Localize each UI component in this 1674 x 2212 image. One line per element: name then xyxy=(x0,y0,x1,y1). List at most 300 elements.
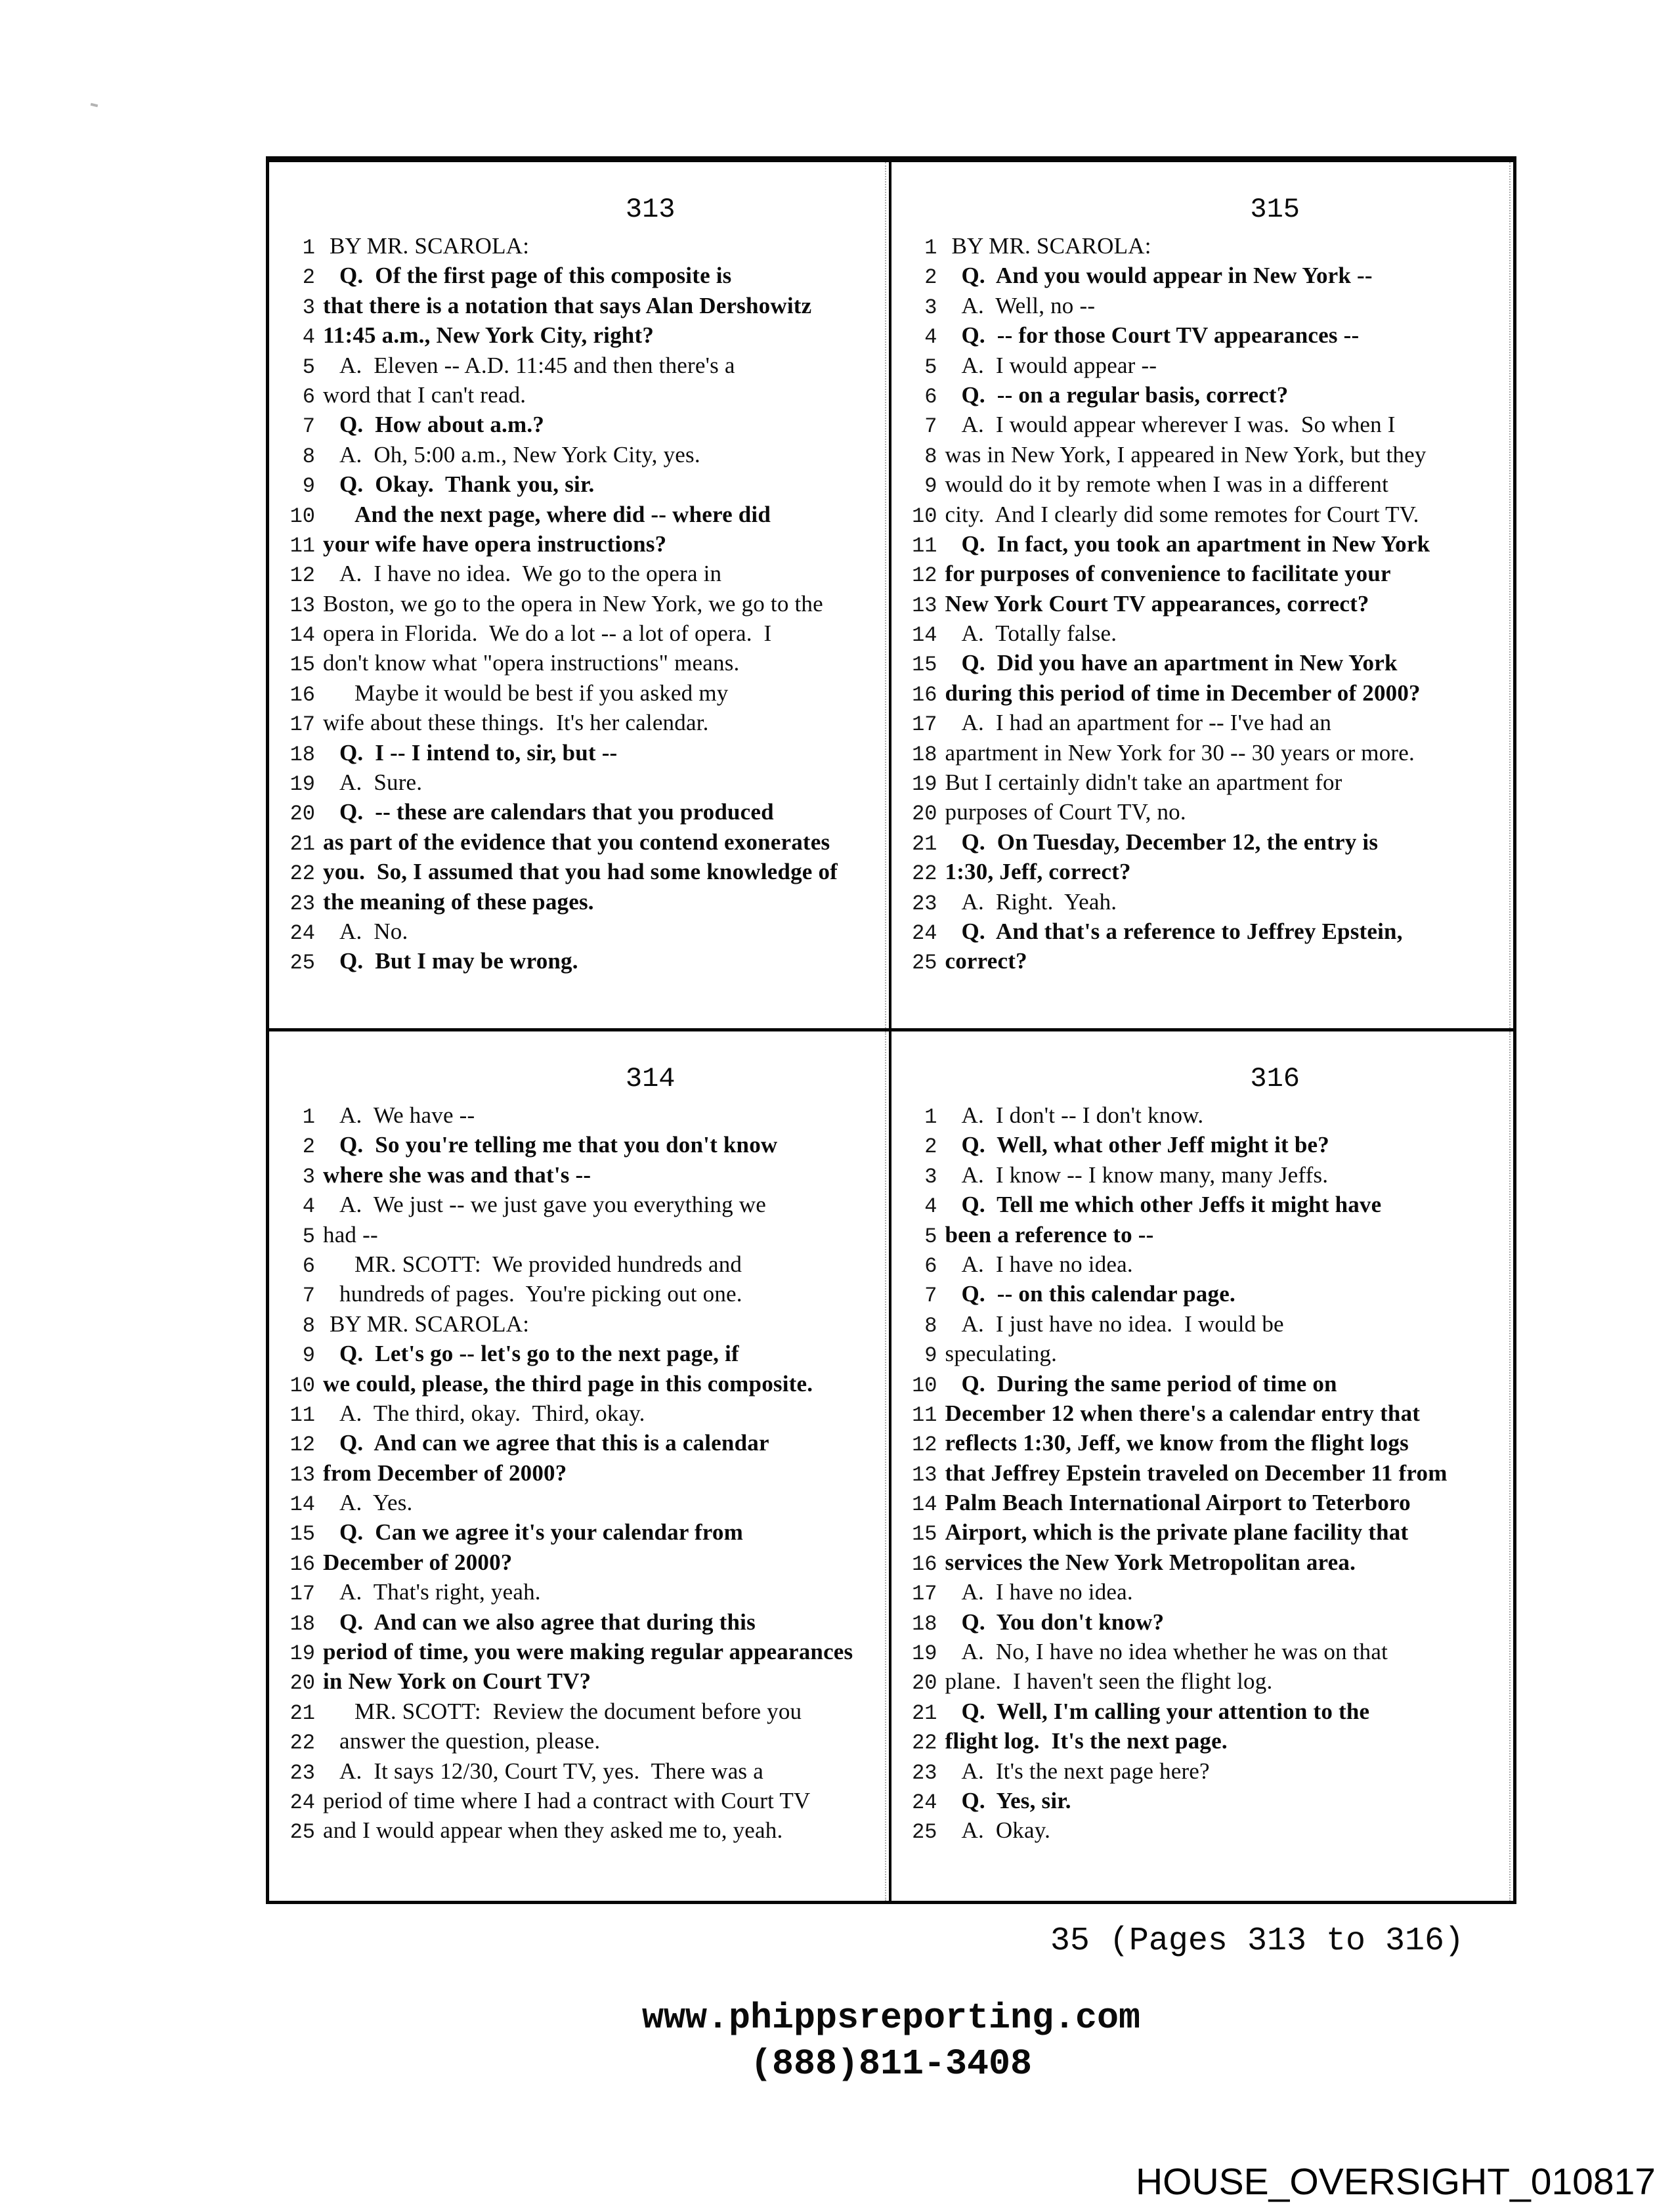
line-text: plane. I haven't seen the flight log. xyxy=(945,1668,1273,1695)
transcript-line xyxy=(891,1639,1514,1668)
transcript-line xyxy=(891,1519,1514,1549)
line-number: 14 xyxy=(290,1492,315,1517)
transcript-line xyxy=(891,740,1514,770)
line-number: 10 xyxy=(912,1373,937,1398)
line-text: A. We have -- xyxy=(339,1102,475,1128)
transcript-sheet xyxy=(266,156,1516,1904)
line-number: 10 xyxy=(912,504,937,529)
line-number: 24 xyxy=(912,1790,937,1815)
line-text: Q. -- on this calendar page. xyxy=(961,1281,1235,1307)
line-number: 18 xyxy=(912,1611,937,1636)
line-text: Q. So you're telling me that you don't know xyxy=(339,1132,778,1158)
line-text: But I certainly didn't take an apartment for xyxy=(945,770,1342,796)
line-text: had -- xyxy=(323,1221,378,1247)
transcript-line xyxy=(891,502,1514,531)
line-number: 5 xyxy=(302,1224,315,1249)
line-number: 24 xyxy=(290,921,315,945)
transcript-line xyxy=(269,322,889,352)
line-number: 16 xyxy=(290,682,315,707)
page-lines xyxy=(891,1102,1514,1848)
line-number: 8 xyxy=(924,444,937,469)
transcript-line xyxy=(269,1788,889,1817)
line-number: 19 xyxy=(290,1641,315,1666)
line-text: A. Okay. xyxy=(961,1817,1051,1844)
transcript-line xyxy=(891,382,1514,412)
transcript-line xyxy=(269,442,889,471)
line-number: 13 xyxy=(912,1462,937,1487)
line-text: Q. But I may be wrong. xyxy=(339,948,578,974)
line-number: 18 xyxy=(912,742,937,767)
line-text: wife about these things. It's her calendar. xyxy=(323,710,709,736)
line-number: 1 xyxy=(302,1105,315,1129)
line-text: And the next page, where did -- where did xyxy=(354,501,771,527)
line-text: A. I would appear wherever I was. So when I xyxy=(961,412,1396,438)
transcript-line xyxy=(269,561,889,590)
line-text: Maybe it would be best if you asked my xyxy=(354,680,729,706)
transcript-line xyxy=(269,591,889,620)
line-number: 2 xyxy=(924,265,937,290)
line-text: MR. SCOTT: We provided hundreds and xyxy=(354,1251,742,1277)
transcript-line xyxy=(891,233,1514,263)
line-number: 8 xyxy=(302,1313,315,1338)
transcript-line xyxy=(269,293,889,322)
line-text: A. Totally false. xyxy=(961,620,1117,647)
transcript-line xyxy=(891,471,1514,501)
line-number: 13 xyxy=(290,1462,315,1487)
line-text: in New York on Court TV? xyxy=(323,1668,591,1695)
transcript-line xyxy=(269,1251,889,1281)
line-number: 17 xyxy=(912,712,937,737)
transcript-line xyxy=(269,412,889,441)
transcript-line xyxy=(891,948,1514,978)
line-number: 21 xyxy=(912,831,937,856)
transcript-line xyxy=(269,770,889,799)
line-text: A. The third, okay. Third, okay. xyxy=(339,1400,645,1426)
transcript-line xyxy=(891,1609,1514,1639)
line-number: 16 xyxy=(912,682,937,707)
line-number: 9 xyxy=(302,474,315,499)
line-number: 2 xyxy=(302,1135,315,1160)
line-text: A. I have no idea. We go to the opera in xyxy=(339,561,722,587)
line-text: Q. Okay. Thank you, sir. xyxy=(339,471,595,498)
line-text: Q. Let's go -- let's go to the next page, if xyxy=(339,1341,739,1367)
line-number: 19 xyxy=(912,772,937,797)
transcript-line xyxy=(891,1102,1514,1132)
transcript-line xyxy=(891,353,1514,382)
line-text: A. Eleven -- A.D. 11:45 and then there's a xyxy=(339,352,735,378)
line-number: 20 xyxy=(290,1671,315,1696)
transcript-line xyxy=(891,561,1514,590)
line-text: BY MR. SCAROLA: xyxy=(330,1311,530,1337)
transcript-line xyxy=(269,829,889,859)
line-number: 21 xyxy=(290,831,315,856)
line-text: Q. Well, what other Jeff might it be? xyxy=(961,1132,1329,1158)
line-text: Q. Well, I'm calling your attention to the xyxy=(961,1698,1370,1724)
transcript-line xyxy=(891,1788,1514,1817)
transcript-line xyxy=(891,1192,1514,1221)
line-number: 4 xyxy=(302,1194,315,1219)
line-text: A. No, I have no idea whether he was on that xyxy=(961,1639,1388,1665)
line-number: 20 xyxy=(912,802,937,827)
line-text: A. I don't -- I don't know. xyxy=(961,1102,1204,1128)
line-number: 15 xyxy=(290,1522,315,1547)
line-text: Q. -- these are calendars that you produced xyxy=(339,799,774,825)
line-number: 6 xyxy=(302,384,315,409)
line-number: 9 xyxy=(924,1343,937,1368)
bates-stamp: HOUSE_OVERSIGHT_010817 xyxy=(1135,2161,1656,2203)
transcript-line xyxy=(891,531,1514,561)
line-text: for purposes of convenience to facilitate your xyxy=(945,561,1391,587)
transcript-line xyxy=(269,353,889,382)
scan-artifact xyxy=(91,103,98,108)
line-number: 23 xyxy=(290,1760,315,1785)
line-number: 5 xyxy=(302,355,315,380)
transcript-line xyxy=(269,1728,889,1758)
line-number: 7 xyxy=(302,1284,315,1309)
line-text: purposes of Court TV, no. xyxy=(945,799,1186,825)
condensed-page-range: 35 (Pages 313 to 316) xyxy=(1050,1922,1464,1960)
transcript-line xyxy=(891,859,1514,888)
transcript-line xyxy=(269,1371,889,1400)
line-text: that Jeffrey Epstein traveled on December 11 from xyxy=(945,1460,1448,1486)
line-number: 20 xyxy=(290,802,315,827)
transcript-line xyxy=(891,263,1514,292)
transcript-line xyxy=(891,1668,1514,1698)
line-number: 16 xyxy=(912,1551,937,1576)
transcript-line xyxy=(891,1311,1514,1341)
line-number: 11 xyxy=(290,533,315,558)
line-text: Q. Did you have an apartment in New York xyxy=(961,650,1398,676)
line-text: BY MR. SCAROLA: xyxy=(951,233,1151,259)
line-number: 19 xyxy=(290,772,315,797)
line-number: 1 xyxy=(924,236,937,260)
line-text: A. Yes. xyxy=(339,1490,413,1516)
line-number: 14 xyxy=(912,623,937,648)
line-number: 3 xyxy=(302,295,315,320)
line-number: 18 xyxy=(290,1611,315,1636)
line-text: hundreds of pages. You're picking out one. xyxy=(339,1281,742,1307)
line-text: A. No. xyxy=(339,918,408,944)
transcript-line xyxy=(269,1460,889,1490)
transcript-line xyxy=(269,502,889,531)
line-text: A. Right. Yeah. xyxy=(961,888,1117,915)
line-number: 23 xyxy=(290,891,315,916)
line-text: Q. And you would appear in New York -- xyxy=(961,263,1373,289)
transcript-line xyxy=(891,412,1514,441)
line-text: Q. And can we agree that this is a calendar xyxy=(339,1430,769,1456)
line-text: A. Oh, 5:00 a.m., New York City, yes. xyxy=(339,441,700,467)
line-text: 11:45 a.m., New York City, right? xyxy=(323,322,655,349)
line-number: 14 xyxy=(290,623,315,648)
transcript-line xyxy=(269,1579,889,1609)
line-number: 8 xyxy=(924,1313,937,1338)
line-number: 1 xyxy=(302,236,315,260)
transcript-line xyxy=(891,1222,1514,1251)
line-text: A. I would appear -- xyxy=(961,352,1157,378)
line-text: MR. SCOTT: Review the document before you xyxy=(354,1698,802,1724)
line-text: Palm Beach International Airport to Teterboro xyxy=(945,1490,1411,1516)
line-text: Q. And that's a reference to Jeffrey Epstein, xyxy=(961,918,1403,944)
line-number: 25 xyxy=(912,1820,937,1845)
line-text: A. Well, no -- xyxy=(961,292,1096,318)
line-number: 25 xyxy=(290,1820,315,1845)
line-number: 7 xyxy=(924,414,937,439)
line-text: was in New York, I appeared in New York, but they xyxy=(945,441,1427,467)
page-lines xyxy=(891,233,1514,978)
transcript-line xyxy=(891,710,1514,739)
line-text: A. That's right, yeah. xyxy=(339,1579,541,1605)
line-text: A. I know -- I know many, many Jeffs. xyxy=(961,1161,1329,1188)
line-text: A. We just -- we just gave you everything we xyxy=(339,1192,766,1218)
line-text: that there is a notation that says Alan Dershowitz xyxy=(323,292,812,318)
line-number: 12 xyxy=(912,1433,937,1458)
transcript-line xyxy=(269,1430,889,1460)
transcript-line xyxy=(269,1550,889,1579)
transcript-line xyxy=(269,799,889,829)
line-text: Q. I -- I intend to, sir, but -- xyxy=(339,739,618,766)
line-number: 20 xyxy=(912,1671,937,1696)
line-number: 24 xyxy=(290,1790,315,1815)
transcript-line xyxy=(891,1162,1514,1192)
page-number: 314 xyxy=(625,1063,676,1095)
transcript-line xyxy=(891,650,1514,680)
line-text: Q. Of the first page of this composite is xyxy=(339,263,732,289)
line-text: we could, please, the third page in this composite. xyxy=(323,1370,813,1397)
line-number: 25 xyxy=(290,951,315,976)
line-number: 7 xyxy=(302,414,315,439)
line-number: 3 xyxy=(924,1164,937,1189)
line-number: 15 xyxy=(912,653,937,678)
line-number: 12 xyxy=(912,563,937,588)
line-number: 2 xyxy=(302,265,315,290)
reporting-service-url: www.phippsreporting.com xyxy=(641,1997,1141,2039)
transcript-line xyxy=(891,1550,1514,1579)
transcript-grid xyxy=(269,162,1513,1901)
transcript-line xyxy=(891,322,1514,352)
transcript-line xyxy=(269,1519,889,1549)
line-text: Airport, which is the private plane facility that xyxy=(945,1519,1409,1546)
line-text: word that I can't read. xyxy=(323,381,526,408)
transcript-line xyxy=(269,650,889,680)
transcript-page-314 xyxy=(269,1031,891,1901)
line-text: December of 2000? xyxy=(323,1549,513,1575)
line-text: A. It's the next page here? xyxy=(961,1758,1210,1784)
transcript-line xyxy=(891,829,1514,859)
transcript-line xyxy=(891,1490,1514,1519)
transcript-line xyxy=(891,1251,1514,1281)
transcript-line xyxy=(269,233,889,263)
transcript-line xyxy=(269,889,889,919)
page-lines xyxy=(269,1102,889,1848)
line-text: Q. Tell me which other Jeffs it might have xyxy=(961,1192,1382,1218)
transcript-line xyxy=(891,1728,1514,1758)
line-text: A. I just have no idea. I would be xyxy=(961,1311,1284,1337)
line-text: flight log. It's the next page. xyxy=(945,1728,1228,1754)
line-text: 1:30, Jeff, correct? xyxy=(945,859,1131,885)
transcript-line xyxy=(269,620,889,650)
line-number: 2 xyxy=(924,1135,937,1160)
transcript-line xyxy=(269,1639,889,1668)
transcript-line xyxy=(269,1490,889,1519)
transcript-line xyxy=(891,1132,1514,1161)
transcript-line xyxy=(891,1341,1514,1370)
line-number: 17 xyxy=(912,1582,937,1607)
transcript-line xyxy=(269,740,889,770)
line-text: December 12 when there's a calendar entry that xyxy=(945,1400,1421,1426)
line-text: A. I have no idea. xyxy=(961,1251,1133,1277)
transcript-page-315 xyxy=(891,162,1514,1031)
line-number: 5 xyxy=(924,1224,937,1249)
transcript-line xyxy=(269,263,889,292)
transcript-line xyxy=(891,919,1514,948)
line-text: Q. On Tuesday, December 12, the entry is xyxy=(961,829,1379,855)
line-text: A. I have no idea. xyxy=(961,1579,1133,1605)
line-number: 4 xyxy=(924,325,937,350)
transcript-line xyxy=(269,1609,889,1639)
line-number: 21 xyxy=(912,1701,937,1725)
line-number: 24 xyxy=(912,921,937,945)
line-text: BY MR. SCAROLA: xyxy=(330,233,530,259)
line-text: Boston, we go to the opera in New York, we go to the xyxy=(323,590,823,617)
line-number: 3 xyxy=(924,295,937,320)
transcript-line xyxy=(269,1668,889,1698)
line-text: and I would appear when they asked me to, yeah. xyxy=(323,1817,783,1844)
line-number: 22 xyxy=(912,861,937,886)
line-number: 11 xyxy=(290,1402,315,1427)
line-number: 4 xyxy=(924,1194,937,1219)
transcript-line xyxy=(269,859,889,888)
line-text: Q. And can we also agree that during this xyxy=(339,1609,756,1635)
line-number: 22 xyxy=(290,1731,315,1756)
transcript-line xyxy=(891,1758,1514,1788)
line-number: 10 xyxy=(290,504,315,529)
transcript-line xyxy=(269,948,889,978)
transcript-line xyxy=(269,1400,889,1430)
line-text: during this period of time in December of 2000? xyxy=(945,680,1421,706)
line-text: A. Sure. xyxy=(339,770,423,796)
line-text: apartment in New York for 30 -- 30 years or more. xyxy=(945,739,1415,766)
line-text: your wife have opera instructions? xyxy=(323,531,667,557)
line-number: 22 xyxy=(912,1731,937,1756)
line-number: 11 xyxy=(912,533,937,558)
line-text: where she was and that's -- xyxy=(323,1161,591,1188)
line-text: you. So, I assumed that you had some knowledge of xyxy=(323,859,838,885)
line-text: Q. In fact, you took an apartment in New York xyxy=(961,531,1430,557)
line-number: 6 xyxy=(302,1253,315,1278)
transcript-line xyxy=(891,442,1514,471)
line-text: don't know what "opera instructions" means. xyxy=(323,650,740,676)
transcript-line xyxy=(269,710,889,739)
line-text: answer the question, please. xyxy=(339,1728,601,1754)
transcript-line xyxy=(891,1460,1514,1490)
line-number: 17 xyxy=(290,1582,315,1607)
transcript-line xyxy=(269,1102,889,1132)
line-number: 15 xyxy=(912,1522,937,1547)
transcript-line xyxy=(891,1579,1514,1609)
line-number: 9 xyxy=(302,1343,315,1368)
line-text: reflects 1:30, Jeff, we know from the flight logs xyxy=(945,1430,1409,1456)
page-number: 316 xyxy=(1250,1063,1300,1095)
transcript-line xyxy=(269,1311,889,1341)
line-text: correct? xyxy=(945,948,1027,974)
line-number: 17 xyxy=(290,712,315,737)
reporting-service-phone: (888)811-3408 xyxy=(750,2043,1033,2085)
line-number: 7 xyxy=(924,1284,937,1309)
line-text: Q. During the same period of time on xyxy=(961,1370,1337,1397)
line-text: period of time where I had a contract with Court TV xyxy=(323,1787,811,1813)
line-text: would do it by remote when I was in a different xyxy=(945,471,1389,498)
page-number: 315 xyxy=(1250,194,1300,225)
transcript-line xyxy=(891,680,1514,710)
line-text: speculating. xyxy=(945,1341,1058,1367)
line-text: Q. You don't know? xyxy=(961,1609,1165,1635)
transcript-line xyxy=(891,1699,1514,1728)
page-number: 313 xyxy=(625,194,676,225)
line-number: 18 xyxy=(290,742,315,767)
line-text: Q. Yes, sir. xyxy=(961,1787,1071,1813)
line-number: 23 xyxy=(912,891,937,916)
transcript-line xyxy=(269,1758,889,1788)
line-text: services the New York Metropolitan area. xyxy=(945,1549,1356,1575)
line-number: 3 xyxy=(302,1164,315,1189)
transcript-line xyxy=(891,620,1514,650)
line-number: 22 xyxy=(290,861,315,886)
transcript-line xyxy=(269,382,889,412)
line-text: Q. Can we agree it's your calendar from xyxy=(339,1519,743,1546)
transcript-page-316 xyxy=(891,1031,1514,1901)
line-number: 19 xyxy=(912,1641,937,1666)
transcript-line xyxy=(269,1817,889,1847)
line-text: period of time, you were making regular appearances xyxy=(323,1639,853,1665)
line-number: 14 xyxy=(912,1492,937,1517)
line-number: 9 xyxy=(924,474,937,499)
line-text: A. I had an apartment for -- I've had an xyxy=(961,710,1332,736)
line-number: 12 xyxy=(290,1433,315,1458)
line-text: the meaning of these pages. xyxy=(323,888,594,915)
transcript-line xyxy=(891,1281,1514,1311)
line-text: from December of 2000? xyxy=(323,1460,567,1486)
transcript-line xyxy=(891,1817,1514,1847)
line-number: 16 xyxy=(290,1551,315,1576)
page-lines xyxy=(269,233,889,978)
transcript-line xyxy=(891,1400,1514,1430)
line-text: Q. How about a.m.? xyxy=(339,412,545,438)
line-number: 8 xyxy=(302,444,315,469)
line-text: Q. -- on a regular basis, correct? xyxy=(961,381,1289,408)
transcript-line xyxy=(269,471,889,501)
line-number: 6 xyxy=(924,1253,937,1278)
transcript-page-313 xyxy=(269,162,891,1031)
line-number: 13 xyxy=(290,593,315,618)
line-number: 12 xyxy=(290,563,315,588)
transcript-line xyxy=(269,919,889,948)
line-number: 23 xyxy=(912,1760,937,1785)
line-number: 21 xyxy=(290,1701,315,1725)
transcript-line xyxy=(269,1132,889,1161)
transcript-line xyxy=(269,531,889,561)
line-text: city. And I clearly did some remotes for Court TV. xyxy=(945,501,1419,527)
line-text: Q. -- for those Court TV appearances -- xyxy=(961,322,1360,349)
line-number: 6 xyxy=(924,384,937,409)
line-number: 1 xyxy=(924,1105,937,1129)
line-text: as part of the evidence that you contend exonerates xyxy=(323,829,830,855)
transcript-line xyxy=(269,1281,889,1311)
line-text: opera in Florida. We do a lot -- a lot of opera. I xyxy=(323,620,772,647)
transcript-line xyxy=(891,889,1514,919)
line-number: 13 xyxy=(912,593,937,618)
line-number: 4 xyxy=(302,325,315,350)
line-text: A. It says 12/30, Court TV, yes. There was a xyxy=(339,1758,763,1784)
